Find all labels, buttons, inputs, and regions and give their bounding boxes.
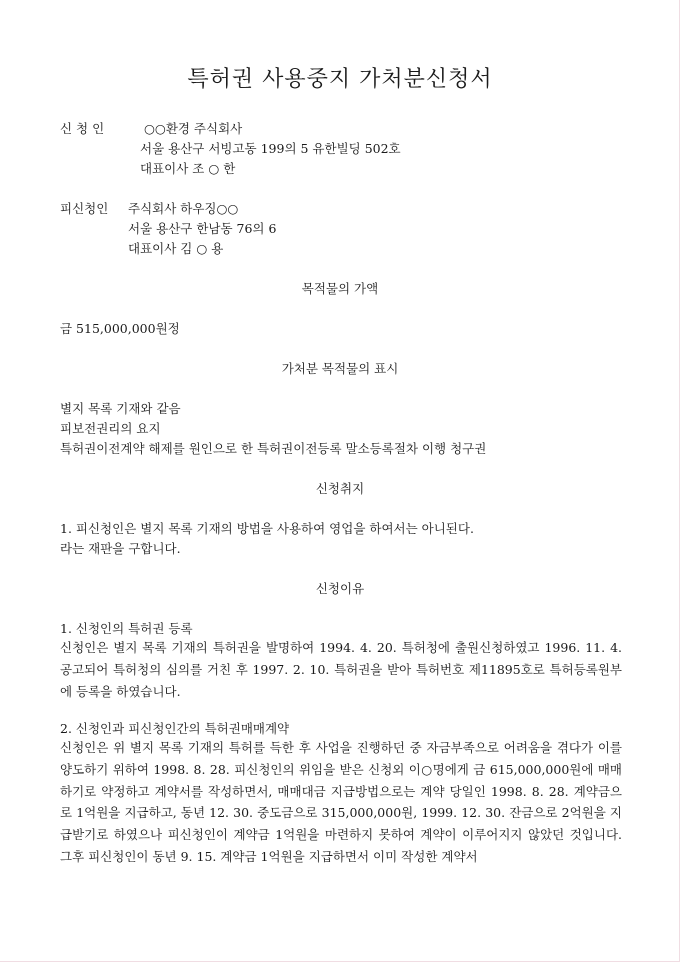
purpose-line-2: 라는 재판을 구합니다. xyxy=(60,541,181,556)
respondent-label: 피신청인 xyxy=(60,201,109,216)
target-heading: 가처분 목적물의 표시 xyxy=(281,361,399,376)
applicant-name: ○○환경 주식회사 xyxy=(144,121,243,136)
target-line-2: 피보전권리의 요지 xyxy=(60,421,161,436)
reason-sub2-body: 신청인은 위 별지 목록 기재의 특허를 득한 후 사업을 진행하던 중 자금부족으로 어려움을 겪다가 이를 양도하기 위하여 1998. 8. 28. 피신청인의 위임을 받은 신청외 이○명에게 금 615,000,000원에 매매하기로 약정하고 계약서를 작성하면서, 매매대금 지급방법으로는 계약 당일인 1998. 8. 28. 계약금으로 1억원을 지급하고, 동년 12. 30. 중도금으로 315,000,000원, 1999. 12. 30. 잔금으로 2억원을 지급받기로 하였으나 피신청인이 계약금 1억원을 마련하지 못하여 계약이 이루어지지 않았던 것입니다. 그후 피신청인이 동년 9. 15. 계약금 1억원을 지급하면서 이미 작성한 계약서 xyxy=(60,740,622,864)
purpose-line-1: 1. 피신청인은 별지 목록 기재의 방법을 사용하여 영업을 하여서는 아니된다. xyxy=(60,521,474,536)
respondent-name: 주식회사 하우징○○ xyxy=(128,201,239,216)
value-heading: 목적물의 가액 xyxy=(301,281,379,296)
applicant-address: 서울 용산구 서빙고동 199의 5 유한빌딩 502호 xyxy=(140,141,401,156)
document-title: 특허권 사용중지 가처분신청서 xyxy=(187,67,493,92)
respondent-representative: 대표이사 김 ○ 용 xyxy=(128,241,224,256)
respondent-address: 서울 용산구 한남동 76의 6 xyxy=(128,221,277,236)
target-line-3: 특허권이전계약 해제를 원인으로 한 특허권이전등록 말소등록절차 이행 청구권 xyxy=(60,441,487,456)
reason-sub2-heading: 2. 신청인과 피신청인간의 특허권매매계약 xyxy=(60,721,290,736)
reason-heading: 신청이유 xyxy=(315,581,365,596)
value-amount: 금 515,000,000원정 xyxy=(60,321,180,336)
reason-sub1-heading: 1. 신청인의 특허권 등록 xyxy=(60,621,193,636)
target-line-1: 별지 목록 기재와 같음 xyxy=(60,401,181,416)
applicant-label: 신 청 인 xyxy=(60,121,105,136)
purpose-heading: 신청취지 xyxy=(315,481,365,496)
applicant-representative: 대표이사 조 ○ 한 xyxy=(140,161,236,176)
reason-sub1-body: 신청인은 별지 목록 기재의 특허권을 발명하여 1994. 4. 20. 특허청에 출원신청하였고 1996. 11. 4. 공고되어 특허청의 심의를 거친 후 1997. 2. 10. 특허권을 받아 특허번호 제11895호로 특허등록원부에 등록을 하였습니다. xyxy=(60,640,622,699)
